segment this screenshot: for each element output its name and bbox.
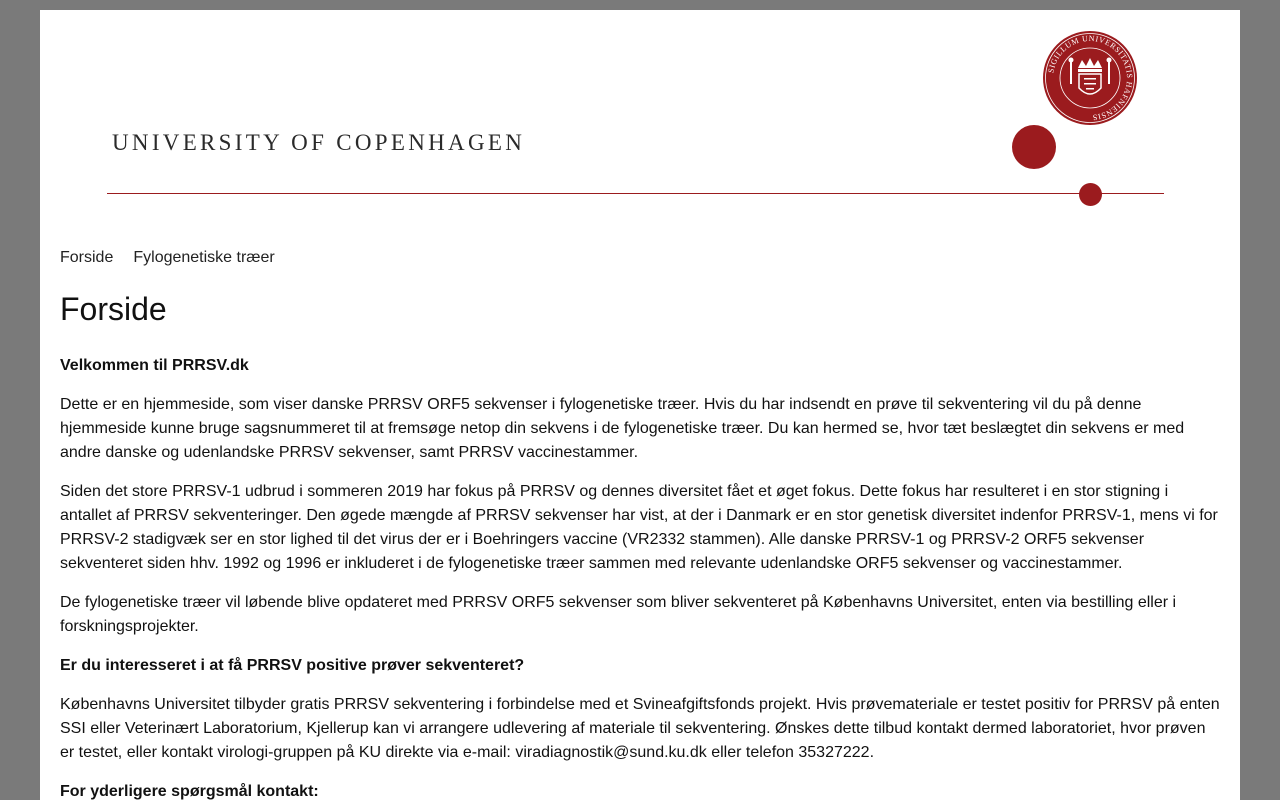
- page-title: Forside: [60, 291, 167, 327]
- svg-text:SIGILLUM UNIVERSITATIS HAFNIEN: SIGILLUM UNIVERSITATIS HAFNIENSIS: [1046, 33, 1135, 122]
- background-paragraph: Siden det store PRRSV-1 udbrud i sommeren 2019 har fokus på PRRSV og dennes diversitet fået et øget fokus. Dette fokus har resulteret i en stor stigning i antallet af PRRSV sekventeringer. Den øgede mængde af PRRSV sekvenser har vist, at der i Danmark er en stor genetisk diversitet indenfor PRRSV-1, mens vi for PRRSV-2 stadigvæk ser en stor lighed til det virus der er i Boehringers vaccine (VR2332 stammen). Alle danske PRRSV-1 og PRRSV-2 ORF5 sekvenser sekventeret siden hhv. 1992 og 1996 er inkluderet i de fylogenetiske træer sammen med relevante udenlandske ORF5 sekvenser og vaccinestammer.: [60, 483, 1218, 572]
- welcome-heading: Velkommen til PRRSV.dk: [60, 357, 249, 374]
- nav-link-fylogenetiske-traeer[interactable]: Fylogenetiske træer: [133, 249, 275, 266]
- update-paragraph: De fylogenetiske træer vil løbende blive opdateret med PRRSV ORF5 sekvenser som bliver sekventeret på Københavns Universitet, enten via bestilling eller i forskningsprojekter.: [60, 594, 1177, 635]
- logo-dot-large: [1012, 125, 1056, 169]
- main-content: [60, 288, 1222, 800]
- main-navigation: [60, 248, 275, 268]
- header-divider: [107, 193, 1164, 194]
- site-header: [40, 10, 1240, 230]
- contact-heading: For yderligere spørgsmål kontakt:: [60, 783, 319, 800]
- intro-paragraph: Dette er en hjemmeside, som viser danske PRRSV ORF5 sekvenser i fylogenetiske træer. Hvis du har indsendt en prøve til sekventering vil du på denne hjemmeside kunne bruge sagsnummeret til at fremsøge netop din sekvens i de fylogenetiske træer. Du kan hermed se, hvor tæt beslægtet din sekvens er med andre danske og udenlandske PRRSV sekvenser, samt PRRSV vaccinestammer.: [60, 396, 1185, 461]
- sequencing-offer-paragraph: Københavns Universitet tilbyder gratis PRRSV sekventering i forbindelse med et Svineafgiftsfonds projekt. Hvis prøvemateriale er testet positiv for PRRSV på enten SSI eller Veterinært Laboratorium, Kjellerup kan vi arrangere udlevering af materiale til sekventering. Ønskes dette tilbud kontakt dermed laboratoriet, hvor prøven er testet, eller kontakt virologi-gruppen på KU direkte via e-mail: viradiagnostik@sund.ku.dk eller telefon 35327222.: [60, 696, 1220, 761]
- logo-dot-small: [1079, 183, 1102, 206]
- university-seal-icon: [1042, 30, 1138, 126]
- nav-link-forside[interactable]: Forside: [60, 249, 114, 266]
- sequencing-question-heading: Er du interesseret i at få PRRSV positive prøver sekventeret?: [60, 657, 525, 674]
- page-container: [40, 10, 1240, 800]
- university-logo-text[interactable]: UNIVERSITY OF COPENHAGEN: [112, 130, 526, 155]
